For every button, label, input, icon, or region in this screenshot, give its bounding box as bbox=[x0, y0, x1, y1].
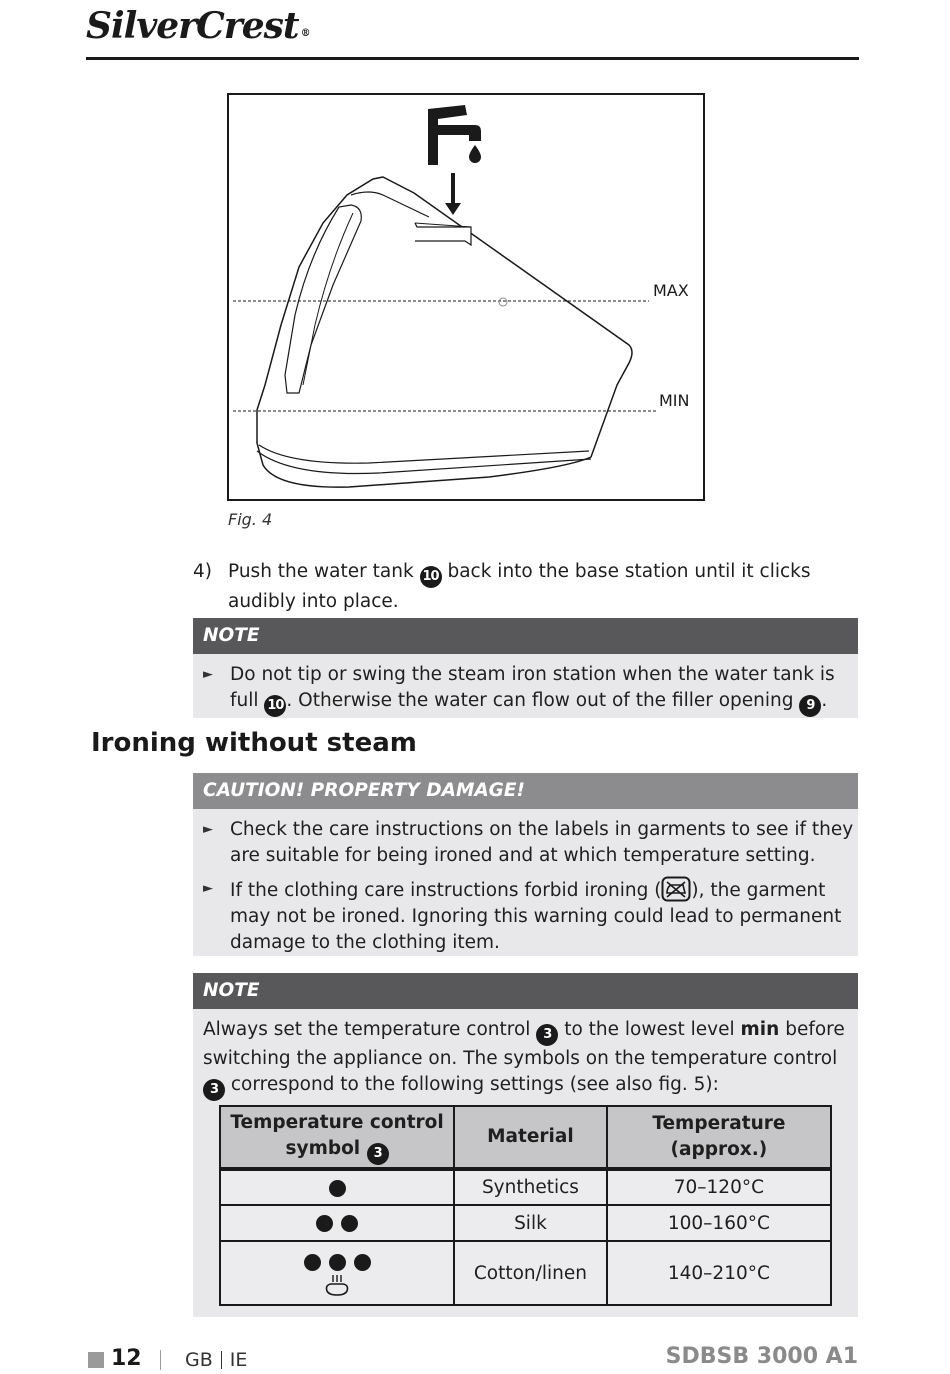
dot-icon bbox=[304, 1254, 321, 1271]
dot-icon bbox=[316, 1215, 333, 1232]
symbol-cell bbox=[220, 1241, 454, 1305]
caution-bullet: ► Check the care instructions on the labels in garments to see if they are suitable for being ironed and at which temperature setting. bbox=[203, 819, 854, 866]
ref-marker: 3 bbox=[367, 1143, 389, 1165]
min-label: MIN bbox=[659, 391, 690, 410]
note-paragraph: Always set the temperature control 3 to the lowest level min before switching the appliance on. The symbols on the temperature control 3 correspond to the following settings (see also fig. 5): bbox=[193, 1009, 858, 1101]
bullet-arrow-icon: ► bbox=[203, 881, 213, 896]
figure-caption: Fig. 4 bbox=[228, 510, 273, 529]
ref-marker: 3 bbox=[536, 1024, 558, 1046]
dot-icon bbox=[354, 1254, 371, 1271]
ref-marker: 3 bbox=[203, 1079, 225, 1101]
step-text-cont: back into the base station until it clicks audibly into place. bbox=[228, 561, 811, 612]
temperature-cell: 140–210°C bbox=[607, 1241, 831, 1305]
temperature-cell: 100–160°C bbox=[607, 1205, 831, 1241]
caution-box bbox=[193, 773, 858, 956]
caution-bullet: ► If the clothing care instructions forbid ironing ( ), the garment may not be ironed. Ignoring this warning could lead to permanent damage to the clothing item. bbox=[193, 876, 858, 956]
water-drop-icon bbox=[469, 145, 481, 163]
language-codes: GB IE bbox=[185, 1349, 248, 1371]
page-number: 12 bbox=[111, 1346, 142, 1371]
step-text: Push the water tank bbox=[228, 561, 414, 582]
model-number: SDBSB 3000 A1 bbox=[665, 1344, 858, 1369]
steam-icon bbox=[322, 1273, 352, 1297]
header-rule bbox=[86, 57, 859, 60]
table-row bbox=[220, 1241, 831, 1305]
bullet-arrow-icon: ► bbox=[203, 822, 213, 837]
dot-icon bbox=[329, 1254, 346, 1271]
section-title: Ironing without steam bbox=[91, 728, 417, 758]
dot-icon bbox=[329, 1180, 346, 1197]
max-label: MAX bbox=[653, 281, 689, 300]
ref-marker: 9 bbox=[799, 695, 821, 717]
header-temperature: Temperature (approx.) bbox=[607, 1106, 831, 1169]
dot-icon bbox=[341, 1215, 358, 1232]
bullet-arrow-icon: ► bbox=[203, 667, 213, 682]
material-cell: Silk bbox=[454, 1205, 607, 1241]
material-cell: Synthetics bbox=[454, 1169, 607, 1205]
note-title: NOTE bbox=[193, 618, 858, 654]
figure-4 bbox=[227, 93, 705, 501]
symbol-cell bbox=[220, 1205, 454, 1241]
temperature-cell: 70–120°C bbox=[607, 1169, 831, 1205]
table-header-row bbox=[220, 1106, 831, 1169]
water-tank-illustration bbox=[229, 95, 703, 499]
note-box bbox=[193, 618, 858, 718]
arrow-down-icon bbox=[445, 173, 461, 215]
no-ironing-icon bbox=[661, 876, 691, 902]
ref-marker: 10 bbox=[264, 695, 286, 717]
note-title: NOTE bbox=[193, 973, 858, 1009]
brand-logo: SilverCrest ® bbox=[86, 5, 310, 47]
footer-square-icon bbox=[88, 1352, 104, 1368]
footer-divider bbox=[160, 1350, 161, 1370]
table-row bbox=[220, 1205, 831, 1241]
step-number: 4) bbox=[193, 561, 212, 582]
table-row bbox=[220, 1169, 831, 1205]
caution-title: CAUTION! PROPERTY DAMAGE! bbox=[193, 773, 858, 809]
material-cell: Cotton/linen bbox=[454, 1241, 607, 1305]
step-4 bbox=[193, 558, 853, 615]
note-bullet: ► Do not tip or swing the steam iron station when the water tank is full 10 . Otherwise the water can flow out of the filler opening 9 . bbox=[193, 662, 858, 717]
temperature-table bbox=[219, 1105, 832, 1306]
ref-marker: 10 bbox=[420, 566, 442, 588]
header-symbol: Temperature control symbol 3 bbox=[220, 1106, 454, 1169]
header-material: Material bbox=[454, 1106, 607, 1169]
symbol-cell bbox=[220, 1169, 454, 1205]
